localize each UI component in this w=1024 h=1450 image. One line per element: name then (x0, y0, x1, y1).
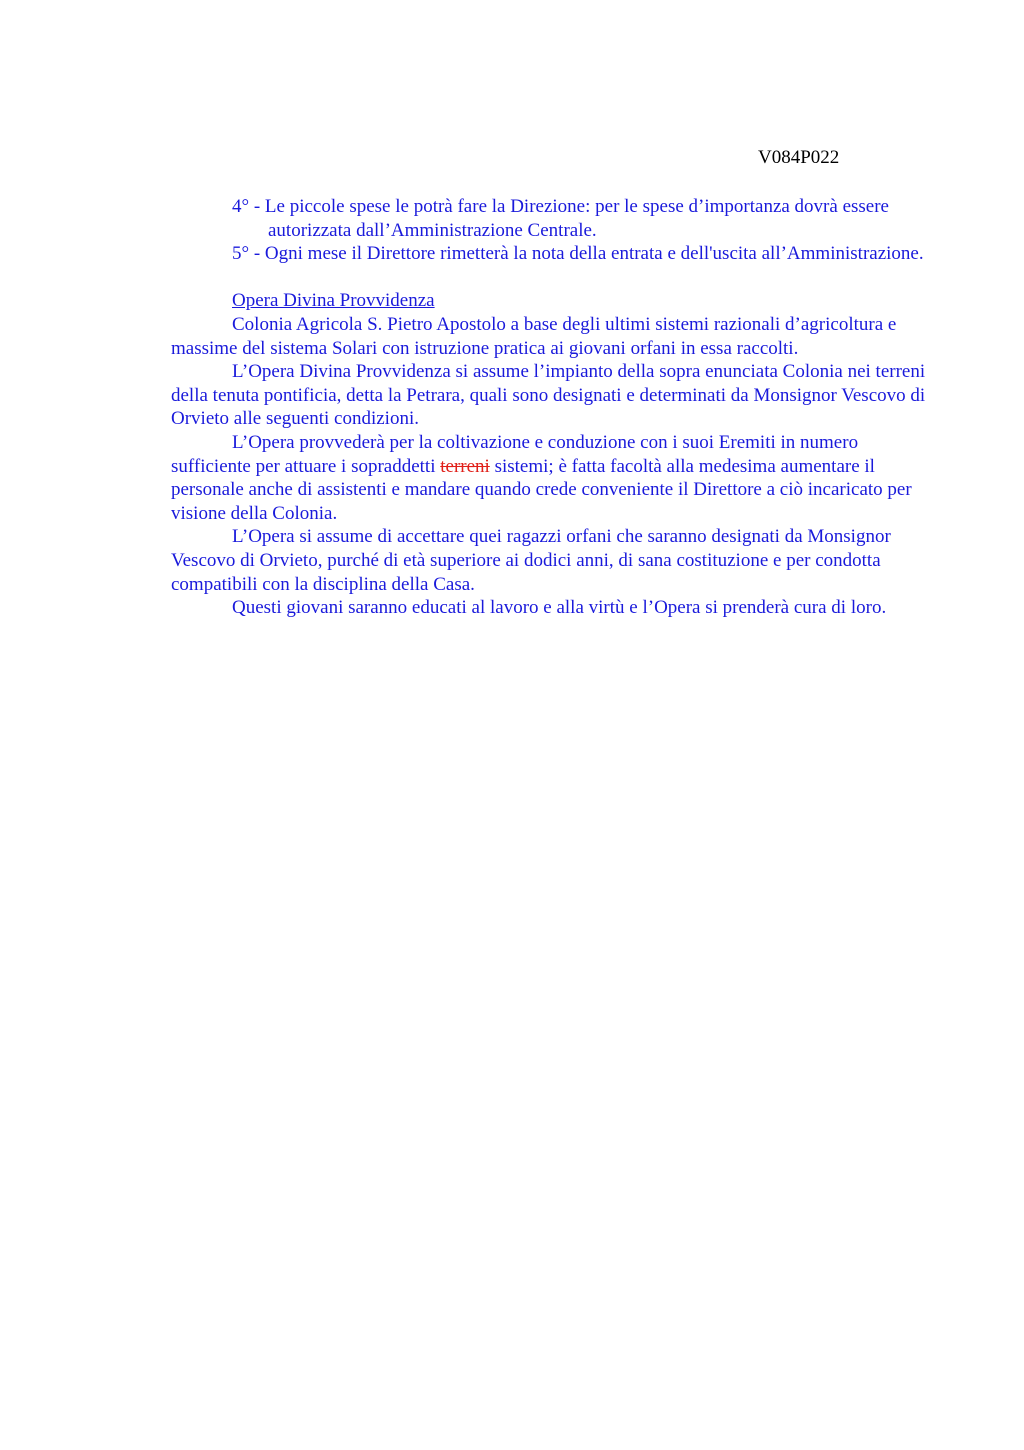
document-body (171, 195, 931, 620)
paragraph-ragazzi: L’Opera si assume di accettare quei ragazzi orfani che saranno designati da Monsignor Vescovo di Orvieto, purché di età superiore ai dodici anni, di sana costituzione e per condotta compatibili con la disciplina della Casa. (171, 526, 891, 595)
paragraph-coltivazione-start: L’Opera provvederà per la coltivazione e conduzione con i suoi Eremiti in numero sufficiente per attuare i sopraddetti (171, 431, 859, 477)
paragraph-coltivazione-end: sistemi; è fatta facoltà alla medesima aumentare il personale anche di assistenti e mandare quando crede conveniente il Direttore a ciò incaricato per visione della Colonia. (171, 455, 912, 524)
list-item-4: 4° - Le piccole spese le potrà fare la Direzione: per le spese d’importanza dovrà essere autorizzata dall’Amministrazione Centrale. (232, 196, 889, 241)
list-item-5: 5° - Ogni mese il Direttore rimetterà la nota della entrata e dell'uscita all’Amministrazione. (232, 243, 924, 265)
spacer (171, 266, 931, 290)
page-code: V084P022 (758, 147, 840, 168)
struck-word: terreni (440, 455, 490, 477)
section-heading (171, 289, 931, 313)
paragraph-impianto: L’Opera Divina Provvidenza si assume l’impianto della sopra enunciata Colonia nei terreni della tenuta pontificia, detta la Petrara, quali sono designati e determinati da Monsignor Vescovo di Orvieto alle seguenti condizioni. (171, 361, 926, 430)
heading-text: Opera Divina Provvidenza (232, 290, 435, 312)
paragraph-coltivazione (171, 431, 931, 525)
paragraph-colonia: Colonia Agricola S. Pietro Apostolo a base degli ultimi sistemi razionali d’agricoltura e massime del sistema Solari con istruzione pratica ai giovani orfani in essa raccolti. (171, 313, 897, 359)
paragraph-giovani: Questi giovani saranno educati al lavoro e alla virtù e l’Opera si prenderà cura di loro. (232, 597, 887, 619)
